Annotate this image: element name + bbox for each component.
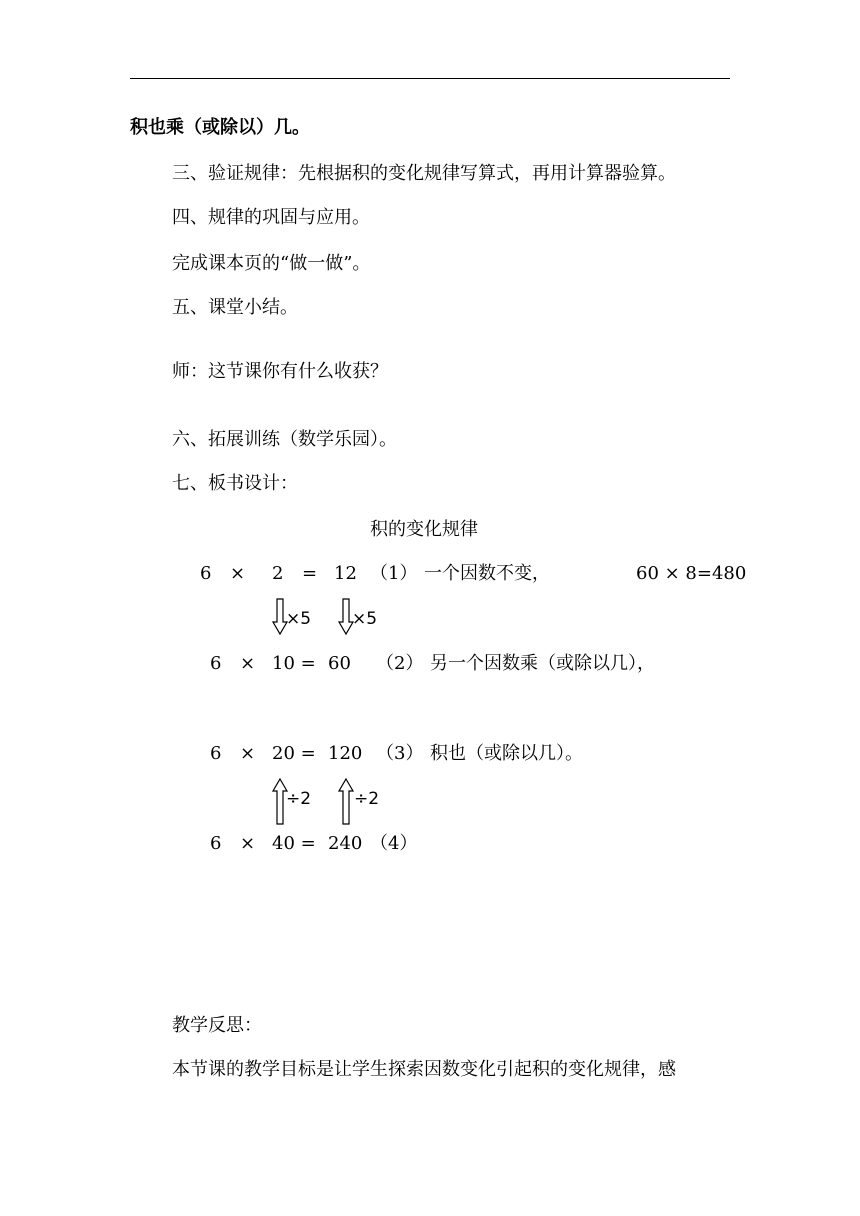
row3-times: × [240,743,256,764]
row4-factor-a: 6 [210,833,222,854]
text-line-continuation: 积也乘（或除以）几。 [130,117,310,138]
row2-factor-b: 10 = [272,653,316,674]
row3-index: （3） [376,743,424,764]
row4-product: 240 [328,833,363,854]
text-line-teacher-question: 师：这节课你有什么收获？ [172,361,388,382]
reflection-text: 本节课的教学目标是让学生探索因数变化引起积的变化规律，感 [172,1059,676,1080]
reflection-heading: 教学反思： [172,1015,262,1036]
row1-factor-a: 6 [200,563,212,584]
row3-note: 积也（或除以几）。 [430,743,583,764]
row1-note: 一个因数不变， [424,563,550,584]
row2-product: 60 [328,653,351,674]
row2-note: 另一个因数乘（或除以几）， [430,653,655,674]
row4-factor-b: 40 = [272,833,316,854]
text-line-consolidate: 四、规律的巩固与应用。 [172,207,370,228]
row4-times: × [240,833,256,854]
arrow1-right-label: ×5 [352,609,378,629]
row1-product: 12 [334,563,357,584]
row3-product: 120 [328,743,363,764]
text-line-exercise: 完成课本页的“做一做”。 [172,253,371,274]
text-line-summary: 五、课堂小结。 [172,297,298,318]
header-rule [130,78,730,79]
row2-factor-a: 6 [210,653,222,674]
text-line-verify: 三、验证规律：先根据积的变化规律写算式，再用计算器验算。 [172,163,676,184]
row1-factor-b: 2 [272,563,284,584]
arrow2-left-label: ÷2 [286,789,312,809]
board-title: 积的变化规律 [370,519,478,540]
text-line-extension: 六、拓展训练（数学乐园）。 [172,429,397,450]
row1-equals: = [302,563,318,584]
arrow2-right-label: ÷2 [354,789,380,809]
row1-index: （1） [370,563,418,584]
row1-extra-equation: 60 × 8=480 [636,563,747,584]
text-line-board-design: 七、板书设计： [172,473,298,494]
row2-times: × [240,653,256,674]
row3-factor-b: 20 = [272,743,316,764]
arrow1-left-label: ×5 [286,609,312,629]
row3-factor-a: 6 [210,743,222,764]
row4-index: （4） [370,833,418,854]
row1-times: × [230,563,246,584]
up-arrow-icon [338,778,354,826]
row2-index: （2） [376,653,424,674]
